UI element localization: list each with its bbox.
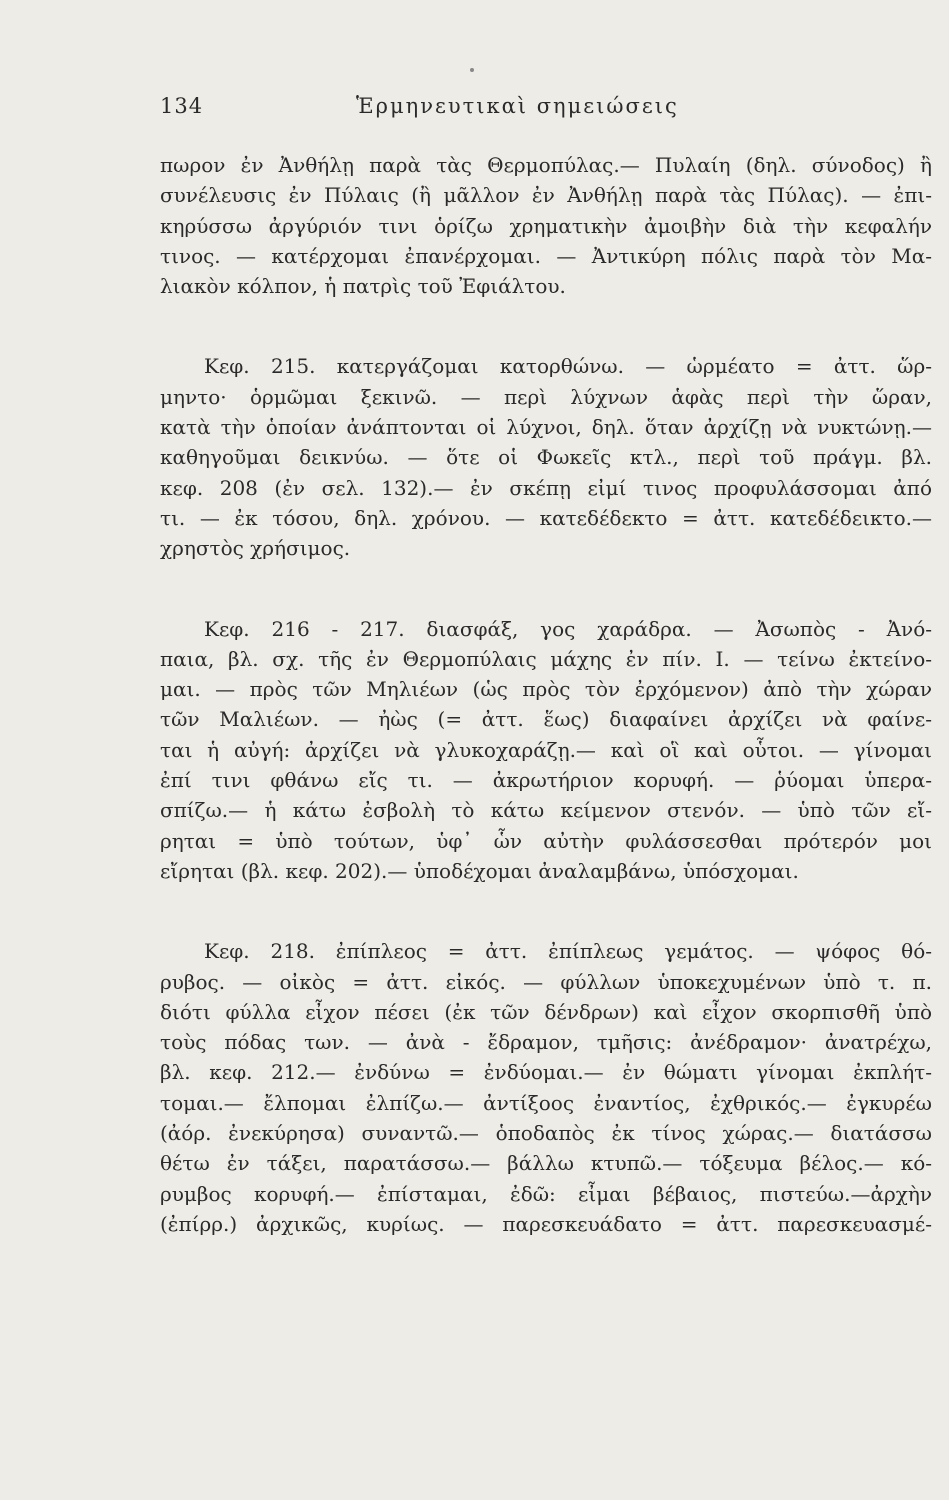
text-line: (ἐπίρρ.) ἀρχικῶς, κυρίως. — παρεσκευάδατο = ἀττ. παρεσκευασμέ- xyxy=(160,1211,932,1236)
running-title: Ἑρμηνευτικαὶ σημειώσεις xyxy=(356,94,679,118)
text-line: τινος. — κατέρχομαι ἐπανέρχομαι. — Ἀντικύρη πόλις παρὰ τὸν Μα- xyxy=(160,243,932,268)
text-line: ται ἡ αὐγή: ἀρχίζει νὰ γλυκοχαράζῃ.— καὶ οἳ καὶ οὗτοι. — γίνομαι xyxy=(160,737,932,762)
text-line: Κεφ. 215. κατεργάζομαι κατορθώνω. — ὡρμέατο = ἀττ. ὥρ- xyxy=(204,354,932,379)
text-line: ρυμβος κορυφή.— ἐπίσταμαι, ἐδῶ: εἶμαι βέβαιος, πιστεύω.—ἀρχὴν xyxy=(160,1181,932,1206)
text-line: κατὰ τὴν ὁποίαν ἀνάπτονται οἱ λύχνοι, δηλ. ὅταν ἀρχίζῃ νὰ νυκτώνῃ.— xyxy=(160,415,932,440)
text-line: σπίζω.— ἡ κάτω ἐσβολὴ τὸ κάτω κείμενον στενόν. — ὑπὸ τῶν εἴ- xyxy=(160,798,932,823)
text-line: κεφ. 208 (ἐν σελ. 132).— ἐν σκέπῃ εἰμί τινος προφυλάσσομαι ἀπό xyxy=(160,475,932,500)
paragraph-1 xyxy=(160,150,932,301)
text-line: τι. — ἐκ τόσου, δηλ. χρόνου. — κατεδέδεκτο = ἀττ. κατεδέδεικτο.— xyxy=(160,505,932,530)
paragraph-chapter-218 xyxy=(160,936,932,1239)
text-line: εἴρηται (βλ. κεφ. 202).— ὑποδέχομαι ἀναλαμβάνω, ὑπόσχομαι. xyxy=(160,858,799,883)
body-text xyxy=(160,150,932,1289)
page-header xyxy=(160,94,900,126)
text-line: καθηγοῦμαι δεικνύω. — ὅτε οἱ Φωκεῖς κτλ., περὶ τοῦ πράγμ. βλ. xyxy=(160,445,932,470)
text-line: μαι. — πρὸς τῶν Μηλιέων (ὡς πρὸς τὸν ἐρχόμενον) ἀπὸ τὴν χώραν xyxy=(160,677,932,702)
text-line: βλ. κεφ. 212.— ἐνδύνω = ἐνδύομαι.— ἐν θώματι γίνομαι ἐκπλήτ- xyxy=(160,1060,932,1085)
text-line: λιακὸν κόλπον, ἡ πατρὶς τοῦ Ἐφιάλτου. xyxy=(160,274,566,299)
text-line: τοὺς πόδας των. — ἀνὰ - ἔδραμον, τμῆσις: ἀνέδραμον· ἀνατρέχω, xyxy=(160,1030,932,1055)
text-line: Κεφ. 218. ἐπίπλεος = ἀττ. ἐπίπλεως γεμάτος. — ψόφος θό- xyxy=(204,939,932,964)
text-line: χρηστὸς χρήσιμος. xyxy=(160,536,351,561)
text-line: κηρύσσω ἀργύριόν τινι ὁρίζω χρηματικὴν ἀμοιβὴν διὰ τὴν κεφαλήν xyxy=(160,213,932,238)
paragraph-chapter-216-217 xyxy=(160,614,932,887)
text-line: Κεφ. 216 - 217. διασφάξ, γος χαράδρα. — Ἀσωπὸς - Ἀνό- xyxy=(204,616,932,641)
text-line: μηντο· ὁρμῶμαι ξεκινῶ. — περὶ λύχνων ἁφὰς περὶ τὴν ὥραν, xyxy=(160,384,932,409)
paragraph-chapter-215 xyxy=(160,351,932,563)
text-line: ἐπί τινι φθάνω εἴς τι. — ἀκρωτήριον κορυφή. — ῥύομαι ὑπερα- xyxy=(160,768,932,793)
text-line: συνέλευσις ἐν Πύλαις (ἢ μᾶλλον ἐν Ἀνθήλῃ παρὰ τὰς Πύλας). — ἐπι- xyxy=(160,183,932,208)
text-line: ρυβος. — οἰκὸς = ἀττ. εἰκός. — φύλλων ὑποκεχυμένων ὑπὸ τ. π. xyxy=(160,969,932,994)
text-line: παια, βλ. σχ. τῆς ἐν Θερμοπύλαις μάχης ἐν πίν. Ι. — τείνω ἐκτείνο- xyxy=(160,646,932,671)
print-speck xyxy=(470,68,474,72)
text-line: τομαι.— ἔλπομαι ἐλπίζω.— ἀντίξοος ἐναντίος, ἐχθρικός.— ἐγκυρέω xyxy=(160,1090,932,1115)
text-line: πωρον ἐν Ἀνθήλῃ παρὰ τὰς Θερμοπύλας.— Πυλαίη (δηλ. σύνοδος) ἢ xyxy=(160,153,932,177)
text-line: θέτω ἐν τάξει, παρατάσσω.— βάλλω κτυπῶ.— τόξευμα βέλος.— κό- xyxy=(160,1151,932,1176)
text-line: (ἀόρ. ἐνεκύρησα) συναντῶ.— ὁποδαπὸς ἐκ τίνος χώρας.— διατάσσω xyxy=(160,1121,932,1146)
text-line: διότι φύλλα εἶχον πέσει (ἐκ τῶν δένδρων) καὶ εἶχον σκορπισθῆ ὑπὸ xyxy=(160,999,932,1024)
text-line: τῶν Μαλιέων. — ἠὼς (= ἀττ. ἕως) διαφαίνει ἀρχίζει νὰ φαίνε- xyxy=(160,707,932,732)
text-line: ρηται = ὑπὸ τούτων, ὑφ᾽ ὧν αὐτὴν φυλάσσεσθαι πρότερόν μοι xyxy=(160,828,932,853)
page-number: 134 xyxy=(160,94,204,118)
